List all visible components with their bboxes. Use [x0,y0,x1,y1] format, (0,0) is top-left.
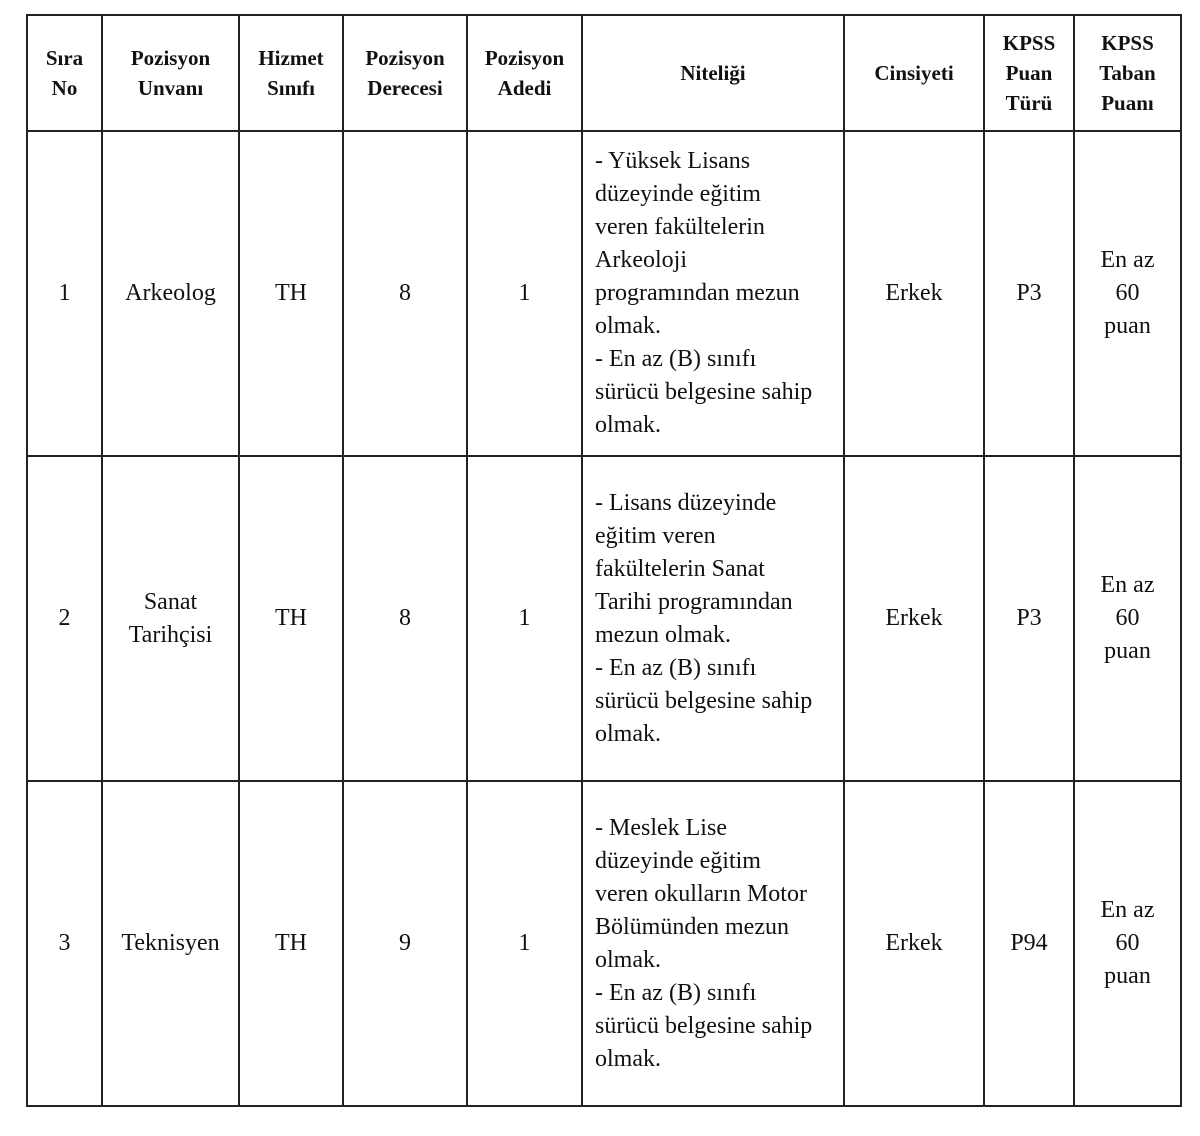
cell-sira-no: 1 [27,131,102,456]
header-pozisyon-adedi: Pozisyon Adedi [467,15,582,131]
cell-pozisyon-adedi: 1 [467,456,582,781]
cell-pozisyon-unvani: Arkeolog [102,131,239,456]
cell-pozisyon-derecesi: 8 [343,131,467,456]
cell-cinsiyeti: Erkek [844,781,984,1106]
cell-kpss-puan-turu: P3 [984,131,1074,456]
cell-pozisyon-derecesi: 8 [343,456,467,781]
cell-kpss-puan-turu: P94 [984,781,1074,1106]
cell-pozisyon-unvani: Sanat Tarihçisi [102,456,239,781]
cell-kpss-taban-puani: En az 60 puan [1074,131,1181,456]
cell-hizmet-sinifi: TH [239,131,343,456]
cell-pozisyon-adedi: 1 [467,781,582,1106]
cell-niteligi: - Yüksek Lisans düzeyinde eğitim veren fakültelerin Arkeoloji programından mezun olmak. - En az (B) sınıfı sürücü belgesine sahip olmak. [582,131,844,456]
cell-pozisyon-derecesi: 9 [343,781,467,1106]
cell-pozisyon-adedi: 1 [467,131,582,456]
cell-niteligi: - Lisans düzeyinde eğitim veren fakültelerin Sanat Tarihi programından mezun olmak. - En az (B) sınıfı sürücü belgesine sahip olmak. [582,456,844,781]
cell-kpss-taban-puani: En az 60 puan [1074,781,1181,1106]
table-row [27,781,1181,1106]
cell-kpss-puan-turu: P3 [984,456,1074,781]
cell-niteligi: - Meslek Lise düzeyinde eğitim veren okulların Motor Bölümünden mezun olmak. - En az (B) sınıfı sürücü belgesine sahip olmak. [582,781,844,1106]
cell-hizmet-sinifi: TH [239,456,343,781]
header-hizmet-sinifi: Hizmet Sınıfı [239,15,343,131]
header-kpss-puan-turu: KPSS Puan Türü [984,15,1074,131]
header-pozisyon-unvani: Pozisyon Unvanı [102,15,239,131]
header-pozisyon-derecesi: Pozisyon Derecesi [343,15,467,131]
header-sira-no: Sıra No [27,15,102,131]
positions-table [26,14,1182,1107]
cell-pozisyon-unvani: Teknisyen [102,781,239,1106]
header-kpss-taban-puani: KPSS Taban Puanı [1074,15,1181,131]
cell-kpss-taban-puani: En az 60 puan [1074,456,1181,781]
cell-sira-no: 2 [27,456,102,781]
header-row [27,15,1181,131]
table-row [27,131,1181,456]
cell-hizmet-sinifi: TH [239,781,343,1106]
table-row [27,456,1181,781]
cell-sira-no: 3 [27,781,102,1106]
cell-cinsiyeti: Erkek [844,131,984,456]
cell-cinsiyeti: Erkek [844,456,984,781]
header-niteligi: Niteliği [582,15,844,131]
header-cinsiyeti: Cinsiyeti [844,15,984,131]
